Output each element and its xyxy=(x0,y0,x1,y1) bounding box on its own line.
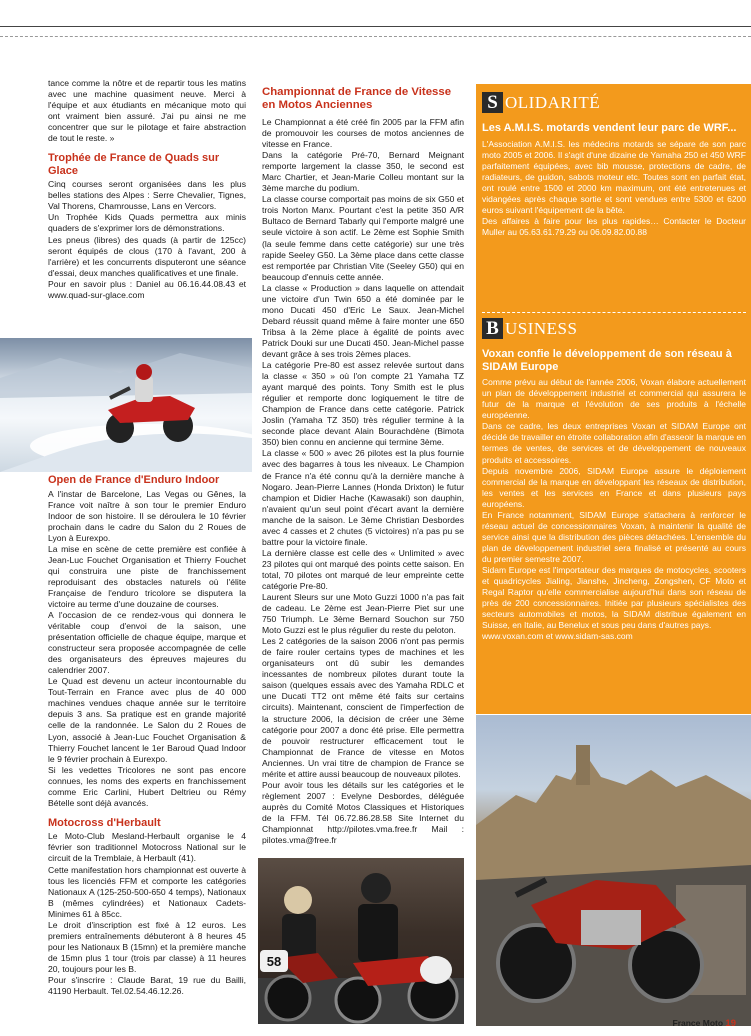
solidarite-article xyxy=(482,122,746,238)
motorcycle-town-photo xyxy=(476,715,751,1026)
heading-championnat: Championnat de France de Vitesse en Motos Anciennes xyxy=(262,86,452,111)
championnat-paragraph: Les 2 catégories de la saison 2006 n'ont pas permis de faire rouler certains types de machines et les organisateurs ont dû subir les demandes incessantes de nombreux pilotes durant toute la saison (quelques essais avec des Yamaha RDLC et une Ducati TT2 ont même été faits sur certains circuits). Maintenant, conscient de l'imperfection de la structure 2006, la décision de créer une 3ème catégorie pour 2007 a donc été prise. Elle permettra de pouvoir restructurer efficacement tout le Championnat de France de vitesse en Motos Anciennes. Un vrai titre de champion de France se mérite et attire aussi beaucoup de nouveaux pilotes. xyxy=(262,636,464,779)
column-middle xyxy=(262,86,464,846)
dotted-rule xyxy=(0,36,751,37)
business-links: www.voxan.com et www.sidam-sas.com xyxy=(482,631,633,642)
business-paragraph: Sidam Europe est l'importateur des marques de motocycles, scooters et quadricycles Jialing, Jianshe, Jincheng, Zongshen, CF Moto et Regal Raptor qu'elle commercialise aujourd'hui dans son réseau de près de 200 concessionnaires. Initiée par plusieurs spécialistes des secteurs automobiles et motos, la SIDAM distribue également en Suisse, en Italie, au Benelux et sous peu dans d'autres pays. xyxy=(482,564,746,631)
column-left xyxy=(48,78,246,301)
quads-paragraph: Les pneus (libres) des quads (à partir de 125cc) seront équipés de clous (170 à l'avant, 200 à l'arrière) et les concurrents disputeront une séance d'essai, deux manches qualificatives et une finale. xyxy=(48,234,246,278)
race-number: 58 xyxy=(266,954,282,969)
enduro-paragraph: Si les vedettes Tricolores ne sont pas encore connues, les noms des experts en franchissement comme Eric Carlini, Hubert Deltrieu ou Rémy Bételle sont déjà avancés. xyxy=(48,764,246,808)
quads-paragraph: Un Trophée Kids Quads permettra aux minis quaders de s'exprimer lors de démonstrations. xyxy=(48,212,246,234)
business-paragraph: Comme prévu au début de l'année 2006, Voxan élabore actuellement un plan de développement industriel et commercial qui assurera le futur de la marque et l'évolution de ses produits à l'échelle européenne. xyxy=(482,377,746,421)
enduro-paragraph: Le Quad est devenu un acteur incontournable du Tout-Terrain en France avec plus de 40 000 machines vendues chaque année sur le territoire depuis 3 ans. Sa pratique est en grande majorité celle de la randonnée. Le Salon du 2 Roues de Lyon, associé à Jean-Luc Fouchet Organisation & Thierry Fouchet lancent le 1er Baroud Quad Indoor le 9 février prochain à Eurexpo. xyxy=(48,676,246,764)
herbault-paragraph: Le Moto-Club Mesland-Herbault organise le 4 février son traditionnel Motocross National sur le circuit de la Tremblaie, à Herbault (41). xyxy=(48,831,246,864)
heading-quads: Trophée de France de Quads sur Glace xyxy=(48,152,220,177)
solidarite-paragraph: L'Association A.M.I.S. les médecins motards se sépare de son parc moto 2005 et 2006. Il s'agit d'une dizaine de Yamaha 250 et 450 WRF parfaitement équipées, avec bib mousse, protections de cadre, de radiateurs, de guidon, sabots moteur etc. Toutes sont en parfait état, ont roulé entre 1500 et 2000 km maximum, ont été entretenues et vidangées après chaque sortie et sont vendues entre 5300 et 6200 euros suivant l'équipement de la bête. xyxy=(482,138,746,215)
magazine-name: France Moto xyxy=(672,1018,724,1028)
section-initial: B xyxy=(482,318,503,339)
intro-paragraph: tance comme la nôtre et de repartir tous les matins avec une machine quasiment neuve. Merci à l'équipe et aux étudiants en mécanique moto qui ont vraiment bien assuré. J'ai pu ainsi ne me concentrer que sur le pilotage et faire abstraction de tout le reste. » xyxy=(48,78,246,144)
championnat-paragraph: Pour avoir tous les détails sur les catégories et le règlement 2007 : Evelyne Desbordes, déléguée auprès du Comité Motos Classiques et Historiques de la FFM. Tél 06.72.86.28.58 Site Internet du Championnat http://pilotes.vma.free.fr Mail : pilotes.vma@free.fr xyxy=(262,779,464,846)
herbault-paragraph: Cette manifestation hors championnat est ouverte à tous les licenciés FFM et comporte les catégories Nationaux A (125-250-500-650 4 temps), Nationaux B (mêmes cylindrées) et Nationaux Cadets-Minimes 61 à 85cc. xyxy=(48,864,246,919)
page-footer xyxy=(673,1018,736,1029)
solidarite-paragraph: Des affaires à faire pour les plus rapides… Contacter le Docteur Muller au 05.63.61.79.29 ou 06.09.82.00.88 xyxy=(482,215,746,237)
championnat-paragraph: Le Championnat a été créé fin 2005 par la FFM afin de promouvoir les courses de motos anciennes de vitesse en France. xyxy=(262,117,464,150)
vintage-motorcycles-photo xyxy=(258,858,464,1024)
section-initial: S xyxy=(482,92,503,113)
championnat-paragraph: La catégorie Pre-80 est assez relevée surtout dans la classe « 350 » où l'on compte 21 Yamaha TZ ayant marqué des points. Tony Smith est le plus régulier et remporte donc logiquement le titre de Champion de France dans cette catégorie. Patrick Joslin (Yamaha TZ 350) très régulier termine à la seconde place devant Alain Bourachdène (Bimota 350) bien connu en ancienne qui termine 3ème. xyxy=(262,360,464,448)
town-bike-illustration xyxy=(476,715,751,1026)
page-number: 19 xyxy=(725,1018,736,1029)
heading-enduro: Open de France d'Enduro Indoor xyxy=(48,474,220,486)
championnat-paragraph: Dans la catégorie Pré-70, Bernard Meignant remporte largement la classe 350, le second est Marc Chartier, et Jean-Marie Colleu montant sur la 3ème marche du podium. xyxy=(262,150,464,194)
championnat-paragraph: La classe « 500 » avec 26 pilotes est la plus fournie avec des bagarres à tous les niveaux. Le Champion de France n'a été connu qu'à la dernière manche à Nogaro. Jean-Pierre Lannes (Honda Drixton) le futur champion et Didier Hache (Kawasaki) son dauphin, n'avaient qu'un seul point d'écart avant la dernière manche de la saison. Le 3ème Christian Desbordes avec 4 casses et 2 chutes (5 victoires) n'a pas pu se battre pour la victoire finale. xyxy=(262,448,464,547)
section-title: USINESS xyxy=(505,319,578,338)
sidebar-news-box xyxy=(476,84,751,714)
quad-on-ice-photo xyxy=(0,338,252,472)
enduro-paragraph: La mise en scène de cette première est confiée à Jean-Luc Fouchet Organisation et Thierry Fouchet qui construira une piste de franchissement reproduisant des obstacles naturels où l'élite Française de l'enduro tricolore se disputera la victoire au terme d'une douzaine de courses. xyxy=(48,543,246,609)
heading-herbault: Motocross d'Herbault xyxy=(48,816,161,829)
business-paragraph: En France notamment, SIDAM Europe s'attachera à renforcer le réseau actuel de concessionnaires Voxan, à maintenir la qualité de service ainsi que la distribution des pièces détachées. L'ensemble du plan de développement industriel sera finalisé et présenté au cours du premier semestre 2007. xyxy=(482,509,746,564)
quad-illustration xyxy=(0,338,252,472)
championnat-paragraph: La classe course comportait pas moins de six G50 et trois Norton Manx. Pourtant c'est la petite 350 A/R Bultaco de Bernard Tabarly qui l'emporte malgré une seule victoire à son actif. Le 2ème est Sophie Smith (la seule femme dans cette catégorie) sur une très rapide Seeley G50. La 3ème place dans cette classe est remportée par Christian Vite (Seeley G50) qui en beaucoup d'ennuis cette année. xyxy=(262,194,464,282)
section-title: OLIDARITÉ xyxy=(505,93,601,112)
business-heading: Voxan confie le développement de son réseau à SIDAM Europe xyxy=(482,348,732,373)
vintage-bikes-illustration xyxy=(258,858,464,1024)
championnat-paragraph: Laurent Sleurs sur une Moto Guzzi 1000 n'a pas fait de cadeau. Le 2ème est Jean-Pierre Piet sur une 750 Triumph. Le 3ème Bernard Souchon sur 750 Moto Guzzi est le plus régulier du reste du peloton. xyxy=(262,592,464,636)
top-rule xyxy=(0,26,751,27)
championnat-paragraph: La dernière classe est celle des « Unlimited » avec 23 pilotes qui ont marqué des points cette saison. En total, 70 pilotes ont marqué de leur empreinte cette catégorie Pre-80. xyxy=(262,547,464,591)
herbault-paragraph: Le droit d'inscription est fixé à 12 euros. Les premiers entraînements débuteront à 8 heures 45 pour les Nationaux B (15mn) et la première manche de 15mn plus 1 tour (trois par classe) à 11 heures 20, toujours pour les B. xyxy=(48,919,246,974)
championnat-paragraph: La classe « Production » dans laquelle on attendait une victoire d'un Twin 650 a été dominée par le mono Ducati 450 d'Eric Le Saux. Jean-Michel Debard réussit quand même à faire monter une 650 Tribsa à la 2ème place à égalité de points avec Patrick Douki sur une Ducati 450. Jean-Michel passe devant grâce à ses trois 2èmes places. xyxy=(262,282,464,359)
quads-contact: Pour en savoir plus : Daniel au 06.16.44.08.43 et www.quad-sur-glace.com xyxy=(48,278,246,300)
solidarite-heading: Les A.M.I.S. motards vendent leur parc de WRF... xyxy=(482,122,737,134)
section-header-business xyxy=(482,318,746,340)
business-paragraph: Dans ce cadre, les deux entreprises Voxan et SIDAM Europe ont décidé de travailler en étroite collaboration afin d'asseoir la marque en termes de ventes, de services et de développement de nouveaux produits et accessoires. xyxy=(482,421,746,465)
enduro-paragraph: A l'instar de Barcelone, Las Vegas ou Gênes, la France voit naître à son tour le premier Enduro Indoor de son histoire. Il se déroulera le 10 février prochain dans le cadre du Salon du 2 Roues de Lyon à Eurexpo. xyxy=(48,488,246,543)
column-left-lower xyxy=(48,474,246,997)
section-separator xyxy=(482,312,746,313)
business-paragraph: Depuis novembre 2006, SIDAM Europe assure le déploiement commercial de la marque en développant les réseaux de distribution, les ventes et les services en France et dans plusieurs pays européens. xyxy=(482,465,746,509)
quads-paragraph: Cinq courses seront organisées dans les plus belles stations des Alpes : Serre Chevalier, Tignes, Val Thorens, Chamrousse, Lans en Vercors. xyxy=(48,179,246,212)
herbault-paragraph: Pour s'inscrire : Claude Barat, 19 rue du Bailli, 41190 Herbault. Tel.02.54.46.12.26. xyxy=(48,974,246,997)
section-header-solidarite xyxy=(482,92,746,114)
enduro-paragraph: A l'occasion de ce rendez-vous qui donnera le véritable coup d'envoi de la saison, une présentation officielle de chaque équipe, marque et constructeur sera proposée accompagnée de celle des organisateurs des épreuves majeures du calendrier 2007. xyxy=(48,610,246,676)
business-article xyxy=(482,348,746,642)
